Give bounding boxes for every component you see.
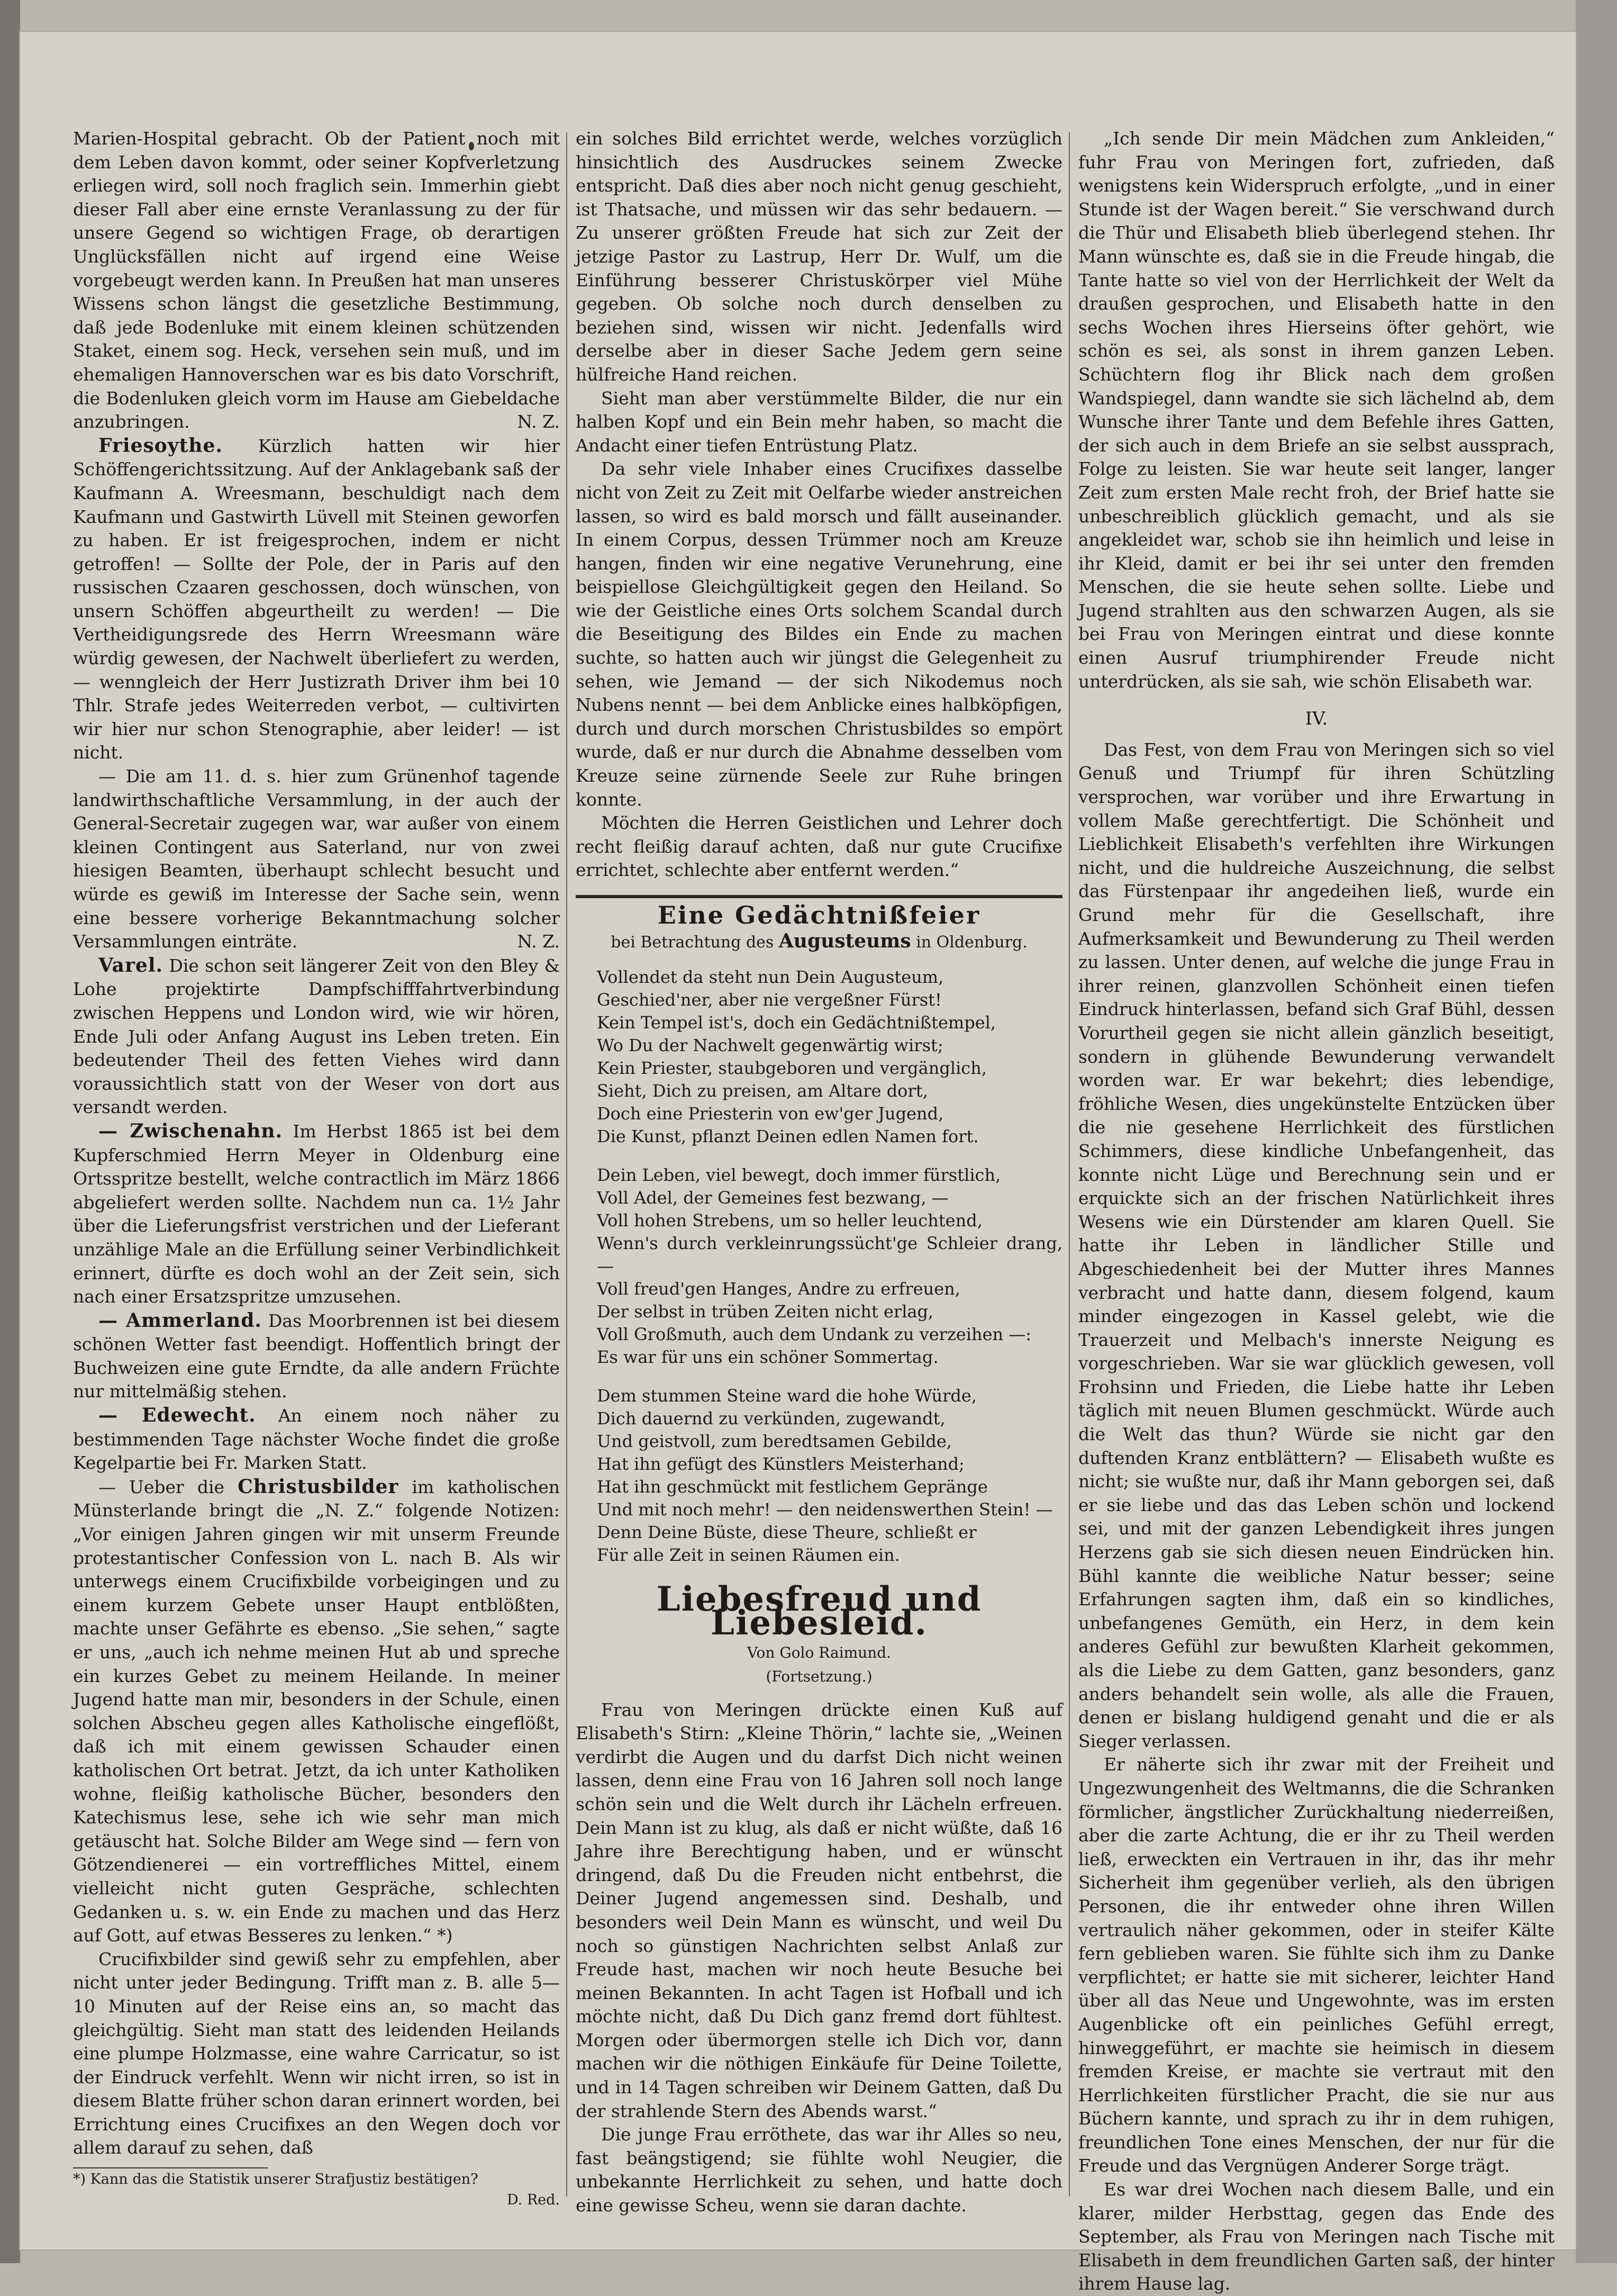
place-heading: — Zwischenahn. (98, 1119, 283, 1142)
paragraph-zwischenahn: — Zwischenahn. Im Herbst 1865 ist bei dem Kupferschmied Herrn Meyer in Oldenburg eine Ortsspritze bestellt, welche contractlich im März 1866 abgeliefert werden sollte. Nachdem nun ca. 1½ Jahr über die Lieferungsfrist verstrichen und der Lieferant unzählige Male an die Erfüllung seiner Verbindlichkeit erinnert, dürfte es doch wohl an der Zeit sein, sich nach einer Ersatzspritze umzusehen. (73, 1119, 560, 1307)
paragraph-friesoythe: Friesoythe. Kürzlich hatten wir hier Schöffengerichtssitzung. Auf der Anklagebank saß der Kaufmann A. Wreesmann, beschuldigt nach dem Kaufmann und Gastwirth Lüvell mit Steinen geworfen zu haben. Er ist freigesprochen, indem er nicht getroffen! — Sollte der Pole, der in Paris auf den russischen Czaaren geschossen, doch wünschen, von unsern Schöffen abgeurtheilt zu werden! — Die Vertheidigungsrede des Herrn Wreesmann wäre würdig gewesen, der Nachwelt überliefert zu werden, — wenngleich der Herr Justizrath Driver ihm bei 10 Thlr. Strafe jedes Weiterreden verbot, — cultivirten wir hier nur schon Stenographie, aber leider! — ist nicht. (73, 434, 560, 763)
poem-line: Es war für uns ein schöner Sommertag. (597, 1347, 939, 1368)
poem-line: Hat ihn gefügt des Künstlers Meisterhand; (597, 1454, 965, 1475)
story-paragraph: Das Fest, von dem Frau von Meringen sich so viel Genuß und Triumpf für ihren Schützling versprochen, war vorüber und ihre Erwartung in vollem Maße gerechtfertigt. Die Schönheit und Lieblichkeit Elisabeth's verfehlten ihre Wirkungen nicht, und die huldreiche Auszeichnung, die selbst das Fürstenpaar ihr angedeihen ließ, wurde ein Grund mehr für die Gesellschaft, ihre Aufmerksamkeit und Bewunderung zu Theil werden zu lassen. Unter denen, auf welche die junge Frau in ihrer reinen, glanzvollen Schönheit einen tiefen Eindruck hinterlassen, befand sich Graf Bühl, dessen Vorurtheil gegen sie nicht allein gänzlich beseitigt, sondern in glühende Bewunderung verwandelt worden war. Er war bekehrt; dies lebendige, fröhliche Wesen, dies ungekünstelte Entzücken über die nie gesehene Herrlichkeit des fürstlichen Schimmers, diese kindliche Unbefangenheit, das konnte nicht Lüge und Berechnung sein und er erquickte sich an der frischen Natürlichkeit ihres Wesens wie ein Dürstender am klaren Quell. Sie hatte ihr Leben in ländlicher Stille und Abgeschiedenheit bei der Mutter ihres Mannes verbracht und hatte dann, diesem folgend, kaum minder eingezogen in Kassel gelebt, wie die Trauerzeit und Melbach's innerste Neigung es vorgeschrieben. War sie war glücklich gewesen, voll Frohsinn und Frieden, die Liebe hatte ihr Leben täglich mit neuen Blumen geschmückt. Würde auch die Welt das thun? Würde sie nicht gar den duftenden Kranz entblättern? — Elisabeth wußte es nicht; sie wußte nur, daß ihr Mann geborgen sei, daß er sie liebe und das das Leben schön und lockend sei, und mit der ganzen Lebendigkeit ihres jungen Herzens gab sie sich diesen neuen Eindrücken hin. Bühl kannte die weibliche Natur besser; seine Erfahrungen sagten ihm, daß ein so kindliches, unbefangenes Gemüth, ein Herz, in dem kein anderes Gefühl zur bewußten Klarheit gekommen, als die Liebe zu dem Gatten, ganz besonders, ganz anders behandelt sein wolle, als alle die Frauen, denen er bislang huldigend genaht und die er als Sieger verlassen. (1078, 739, 1555, 1751)
story-title: Liebesfreud und Liebesleid. (656, 1579, 982, 1643)
poem-line: Kein Tempel ist's, doch ein Gedächtnißtempel, (597, 1013, 996, 1033)
footnote-signature: D. Red. (506, 2192, 560, 2209)
poem-line: Voll hohen Strebens, um so heller leuchtend, (597, 1210, 983, 1231)
poem-line: Denn Deine Büste, diese Theure, schließt er (597, 1522, 977, 1543)
story-paragraph: Er näherte sich ihr zwar mit der Freiheit und Ungezwungenheit des Weltmanns, die die Schranken förmlicher, ängstlicher Zurückhaltung niederreißen, aber die zarte Achtung, die er ihr zu Theil werden ließ, erweckten ein Vertrauen in ihr, das ihr mehr Sicherheit ihm gegenüber verlieh, als den übrigen Personen, die ihr entweder ohne ihren Willen vertraulich näher gekommen, oder in steifer Kälte fern geblieben waren. Sie fühlte sich ihm zu Danke verpflichtet; er hatte sie mit sicherer, leichter Hand über all das Neue und Ungewohnte, was im ersten Augenblicke oft ein peinliches Gefühl erregt, hinweggeführt, er machte sie heimisch in diesem fremden Kreise, er machte sie vertraut mit den Herrlichkeiten fürstlicher Pracht, die sie nur aus Büchern kannte, und sprach zu ihr in dem ruhigen, freundlichen Tone eines Menschen, der nur für die Freude und das Vergnügen Anderer Sorge trägt. (1078, 1754, 1555, 2176)
column-middle (576, 127, 1062, 2218)
story-paragraph: Frau von Meringen drückte einen Kuß auf Elisabeth's Stirn: „Kleine Thörin,“ lachte sie, „Weinen verdirbt die Augen und du darfst Dich nicht weinen lassen, denn eine Frau von 16 Jahren soll noch lange schön sein und die Welt durch ihr Lächeln erfreuen. Dein Mann ist zu klug, als daß er nicht wüßte, daß 16 Jahre ihre Berechtigung haben, und er wünscht dringend, daß Du die Freuden nicht entbehrst, die Deiner Jugend angemessen sind. Deshalb, und besonders weil Dein Mann es wünscht, und weil Du noch so günstigen Nachrichten selbst Anlaß zur Freude hast, machen wir noch heute Besuche bei meinen Bekannten. In acht Tagen ist Hofball und ich möchte nicht, daß Du Dich ganz fremd dort fühltest. Morgen oder übermorgen stelle ich Dich vor, dann machen wir die nöthigen Einkäufe für Deine Toilette, und in 14 Tagen schreiben wir Deinem Gatten, daß Du der strahlende Stern des Abends warst.“ (576, 1699, 1062, 2121)
column-divider (1069, 132, 1070, 2196)
place-heading: Friesoythe. (98, 434, 223, 457)
paragraph-continuation: ein solches Bild errichtet werde, welches vorzüglich hinsichtlich des Ausdruckes seinem Zwecke entspricht. Daß dies aber noch nicht genug geschieht, ist Thatsache, und müssen wir das sehr bedauern. — Zu unserer größten Freude hat sich zur Zeit der jetzige Pastor zu Lastrup, Herr Dr. Wulf, um die Einführung besserer Christuskörper viel Mühe gegeben. Ob solche noch durch denselben zu beziehen sind, wissen wir nicht. Jedenfalls wird derselbe aber in dieser Sache Jedem gern seine hülfreiche Hand reichen. (576, 128, 1062, 385)
paragraph: Da sehr viele Inhaber eines Crucifixes dasselbe nicht von Zeit zu Zeit mit Oelfarbe wieder anstreichen lassen, so wird es bald morsch und fällt auseinander. In einem Corpus, dessen Trümmer noch am Kreuze hangen, finden wir eine negative Verunehrung, eine beispiellose Gleichgültigkeit gegen den Heiland. So wie der Geistliche eines Orts solchem Scandal durch die Beseitigung des Bildes ein Ende zu machen suchte, so hatten auch wir jüngst die Gelegenheit zu sehen, wie Jemand — der sich Nikodemus noch Nubens nennt — bei dem Anblicke eines halbköpfigen, durch und durch morschen Christusbildes so empört wurde, daß er nur durch die Abnahme desselben vom Kreuze seine zürnende Seele zur Ruhe bringen konnte. (576, 458, 1062, 810)
poem-line: Dein Leben, viel bewegt, doch immer fürstlich, (597, 1165, 1001, 1186)
poem-line: Die Kunst, pflanzt Deinen edlen Namen fort. (597, 1126, 979, 1147)
book-spine (0, 0, 20, 2263)
signature: N. Z. (517, 931, 560, 952)
column-divider (566, 132, 567, 2196)
poem (597, 966, 1062, 1567)
place-heading: Varel. (98, 954, 163, 977)
poem-line: Voll Adel, der Gemeines fest bezwang, — (597, 1188, 949, 1208)
paragraph-versammlung: — Die am 11. d. s. hier zum Grünenhof tagende landwirthschaftliche Versammlung, in der auch der General-Secretair zugegen war, war außer von einem kleinen Contingent aus Saterland, nur von zwei hiesigen Beamten, überhaupt schlecht besucht und würde es gewiß im Interesse der Sache sein, wenn eine bessere vorherige Bekanntmachung solcher Versammlungen einträte. N. Z. (73, 765, 560, 954)
poem-line: Dem stummen Steine ward die hohe Würde, (597, 1386, 977, 1406)
poem-line: Doch eine Priesterin von ew'ger Jugend, (597, 1104, 944, 1124)
poem-line: Der selbst in trüben Zeiten nicht erlag, (597, 1301, 934, 1322)
chapter-heading: IV. (1305, 708, 1328, 730)
footnote-divider (73, 2167, 268, 2168)
poem-subtitle: bei Betrachtung des Augusteums in Oldenburg. (611, 929, 1028, 952)
column-left (73, 127, 560, 2212)
story-author: Von Golo Raimund. (747, 1644, 892, 1662)
paragraph-varel: Varel. Die schon seit längerer Zeit von den Bley & Lohe projektirte Dampfschifffahrtverbindung zwischen Heppens und London wird, wie wir hören, Ende Juli oder Anfang August ins Leben treten. Ein bedeutender Theil des fetten Viehes wird dann voraussichtlich statt von der Weser von dort aus versandt werden. (73, 954, 560, 1118)
paragraph-edewecht: — Edewecht. An einem noch näher zu bestimmenden Tage nächster Woche findet die große Kegelpartie bei Fr. Marken Statt. (73, 1404, 560, 1474)
poem-line: Sieht, Dich zu preisen, am Altare dort, (597, 1081, 928, 1101)
column-right (1078, 127, 1555, 2296)
story-paragraph: Es war drei Wochen nach diesem Balle, und ein klarer, milder Herbsttag, gegen das Ende des September, als Frau von Meringen nach Tische mit Elisabeth in dem freundlichen Garten saß, der hinter ihrem Hause lag. (1078, 2179, 1555, 2294)
story-paragraph: Die junge Frau erröthete, das war ihr Alles so neu, fast beängstigend; sie fühlte wohl Neugier, die unbekannte Herrlichkeit zu sehen, und hatte doch eine gewisse Scheu, wenn sie daran dachte. (576, 2124, 1062, 2216)
poem-line: Dich dauernd zu verkünden, zugewandt, (597, 1408, 946, 1429)
poem-title: Eine Gedächtnißfeier (657, 901, 981, 929)
paragraph-hospital: Marien-Hospital gebracht. Ob der Patient noch mit dem Leben davon kommt, oder seiner Kopfverletzung erliegen wird, soll noch fraglich sein. Immerhin giebt dieser Fall aber eine ernste Veranlassung zu der für unsere Gegend so wichtigen Frage, ob derartigen Unglücksfällen nicht auf irgend eine Weise vorgebeugt werden kann. In Preußen hat man unseres Wissens schon längst die gesetzliche Bestimmung, daß jede Bodenluke mit einem kleinen schützenden Staket, einem sog. Heck, versehen sein muß, und im ehemaligen Hannoverschen war es bis dato Vorschrift, die Bodenluken gleich vorm im Hause am Giebeldache anzubringen. N. Z. (73, 127, 560, 434)
paragraph: Sieht man aber verstümmelte Bilder, die nur ein halben Kopf und ein Bein mehr haben, so macht die Andacht einer tiefen Entrüstung Platz. (576, 387, 1062, 456)
poem-stanza (597, 1385, 1062, 1567)
poem-line: Hat ihn geschmückt mit festlichem Gepränge (597, 1477, 988, 1497)
newspaper-page (20, 32, 1576, 2294)
poem-line: Wo Du der Nachwelt gegenwärtig wirst; (597, 1035, 943, 1056)
poem-line: Und geistvoll, zum beredtsamen Gebilde, (597, 1431, 952, 1452)
place-heading: Christusbilder (238, 1475, 399, 1498)
poem-stanza (597, 1164, 1062, 1369)
place-heading: — Ammerland. (98, 1309, 262, 1332)
poem-line: Wenn's durch verkleinrungssücht'ge Schleier drang, — (597, 1233, 1062, 1277)
story-paragraph: „Ich sende Dir mein Mädchen zum Ankleiden,“ fuhr Frau von Meringen fort, zufrieden, daß wenigstens kein Widerspruch erfolgte, „und in einer Stunde ist der Wagen bereit.“ Sie verschwand durch die Thür und Elisabeth blieb überlegend stehen. Ihr Mann wünschte es, daß sie in die Freude hingab, die Tante hatte so viel von der Herrlichkeit der Welt da draußen gesprochen, und Elisabeth hatte in den sechs Wochen ihres Hierseins öfter gehört, wie schön es sei, als sonst in ihrem ganzen Leben. Schüchtern flog ihr Blick nach dem großen Wandspiegel, dann wandte sie sich lächelnd ab, dem Wunsche ihrer Tante und dem Befehle ihres Gatten, der sich auch in dem Briefe an sie selbst aussprach, Folge zu leisten. Sie war heute seit langer, langer Zeit zum ersten Male recht froh, der Brief hatte sie unbeschreiblich glücklich gemacht, und als sie angekleidet war, schob sie ihn heimlich und leise in ihr Kleid, damit er bei ihr sei unter den fremden Menschen, die sie heute sehen sollte. Liebe und Jugend strahlten aus den schwarzen Augen, als sie bei Frau von Meringen eintrat und diese konnte einen Ausruf triumphirender Freude nicht unterdrücken, als sie sah, wie schön Elisabeth war. (1078, 128, 1555, 692)
paragraph-ammerland: — Ammerland. Das Moorbrennen ist bei diesem schönen Wetter fast beendigt. Hoffentlich bringt der Buchweizen eine gute Erndte, da alle andern Früchte nur mittelmäßig stehen. (73, 1309, 560, 1402)
paragraph: Möchten die Herren Geistlichen und Lehrer doch recht fleißig darauf achten, daß nur gute Crucifixe errichtet, schlechte aber entfernt werden.“ (576, 812, 1062, 881)
story-continuation-note: (Fortsetzung.) (766, 1667, 873, 1685)
section-divider (576, 895, 1062, 898)
place-heading: — Edewecht. (98, 1404, 256, 1427)
poem-line: Und mit noch mehr! — den neidenswerthen Stein! — (597, 1499, 1053, 1520)
poem-line: Kein Priester, staubgeboren und vergänglich, (597, 1058, 987, 1079)
signature: N. Z. (517, 411, 560, 432)
page-edge (1576, 0, 1617, 2263)
footnote: *) Kann das die Statistik unserer Strafjustiz bestätigen? (73, 2171, 478, 2188)
poem-line: Vollendet da steht nun Dein Augusteum, (597, 967, 944, 988)
poem-line: Voll freud'gen Hanges, Andre zu erfreuen, (597, 1279, 960, 1299)
paragraph-christusbilder: — Ueber die Christusbilder im katholischen Münsterlande bringt die „N. Z.“ folgende Notizen: „Vor einigen Jahren gingen wir mit unserm Freunde protestantischer Confession von L. nach B. Als wir unterwegs einem Crucifixbilde vorbeigingen und zu einem kurzem Gebete unser Haupt entblößten, machte unser Gefährte es ebenso. „Sie sehen,“ sagte er uns, „auch ich nehme meinen Hut ab und spreche ein kurzes Gebet zu meinem Heilande. In meiner Jugend hatte man mir, besonders in der Schule, einen solchen Abscheu gegen alles Katholische eingeflößt, daß ich mit einem gewissen Schauder einen katholischen Ort betrat. Jetzt, da ich unter Katholiken wohne, fleißig katholische Bücher, besonders den Katechismus lese, sehe ich wie sehr man mich getäuscht hat. Solche Bilder am Wege sind — fern von Götzendienerei — ein vortreffliches Mittel, einem vielleicht nicht guten Gespräche, schlechten Gedanken u. s. w. ein Ende zu machen und das Herz auf Gott, auf etwas Besseres zu lenken.“ *) (73, 1475, 560, 1946)
poem-stanza (597, 966, 1062, 1148)
poem-line: Für alle Zeit in seinen Räumen ein. (597, 1545, 900, 1566)
paragraph-crucifix: Crucifixbilder sind gewiß sehr zu empfehlen, aber nicht unter jeder Bedingung. Trifft man z. B. alle 5—10 Minuten auf der Reise eins an, so macht das gleichgültig. Sieht man statt des leidenden Heilands eine plumpe Holzmasse, eine wahre Carricatur, so ist der Eindruck verfehlt. Wenn wir nicht irren, so ist in diesem Blatte früher schon daran erinnert worden, bei Errichtung eines Crucifixes an den Wegen doch vor allem darauf zu sehen, daß (73, 1948, 560, 2158)
poem-line: Voll Großmuth, auch dem Undank zu verzeihen —: (597, 1324, 1032, 1345)
poem-line: Geschied'ner, aber nie vergeßner Fürst! (597, 990, 942, 1010)
